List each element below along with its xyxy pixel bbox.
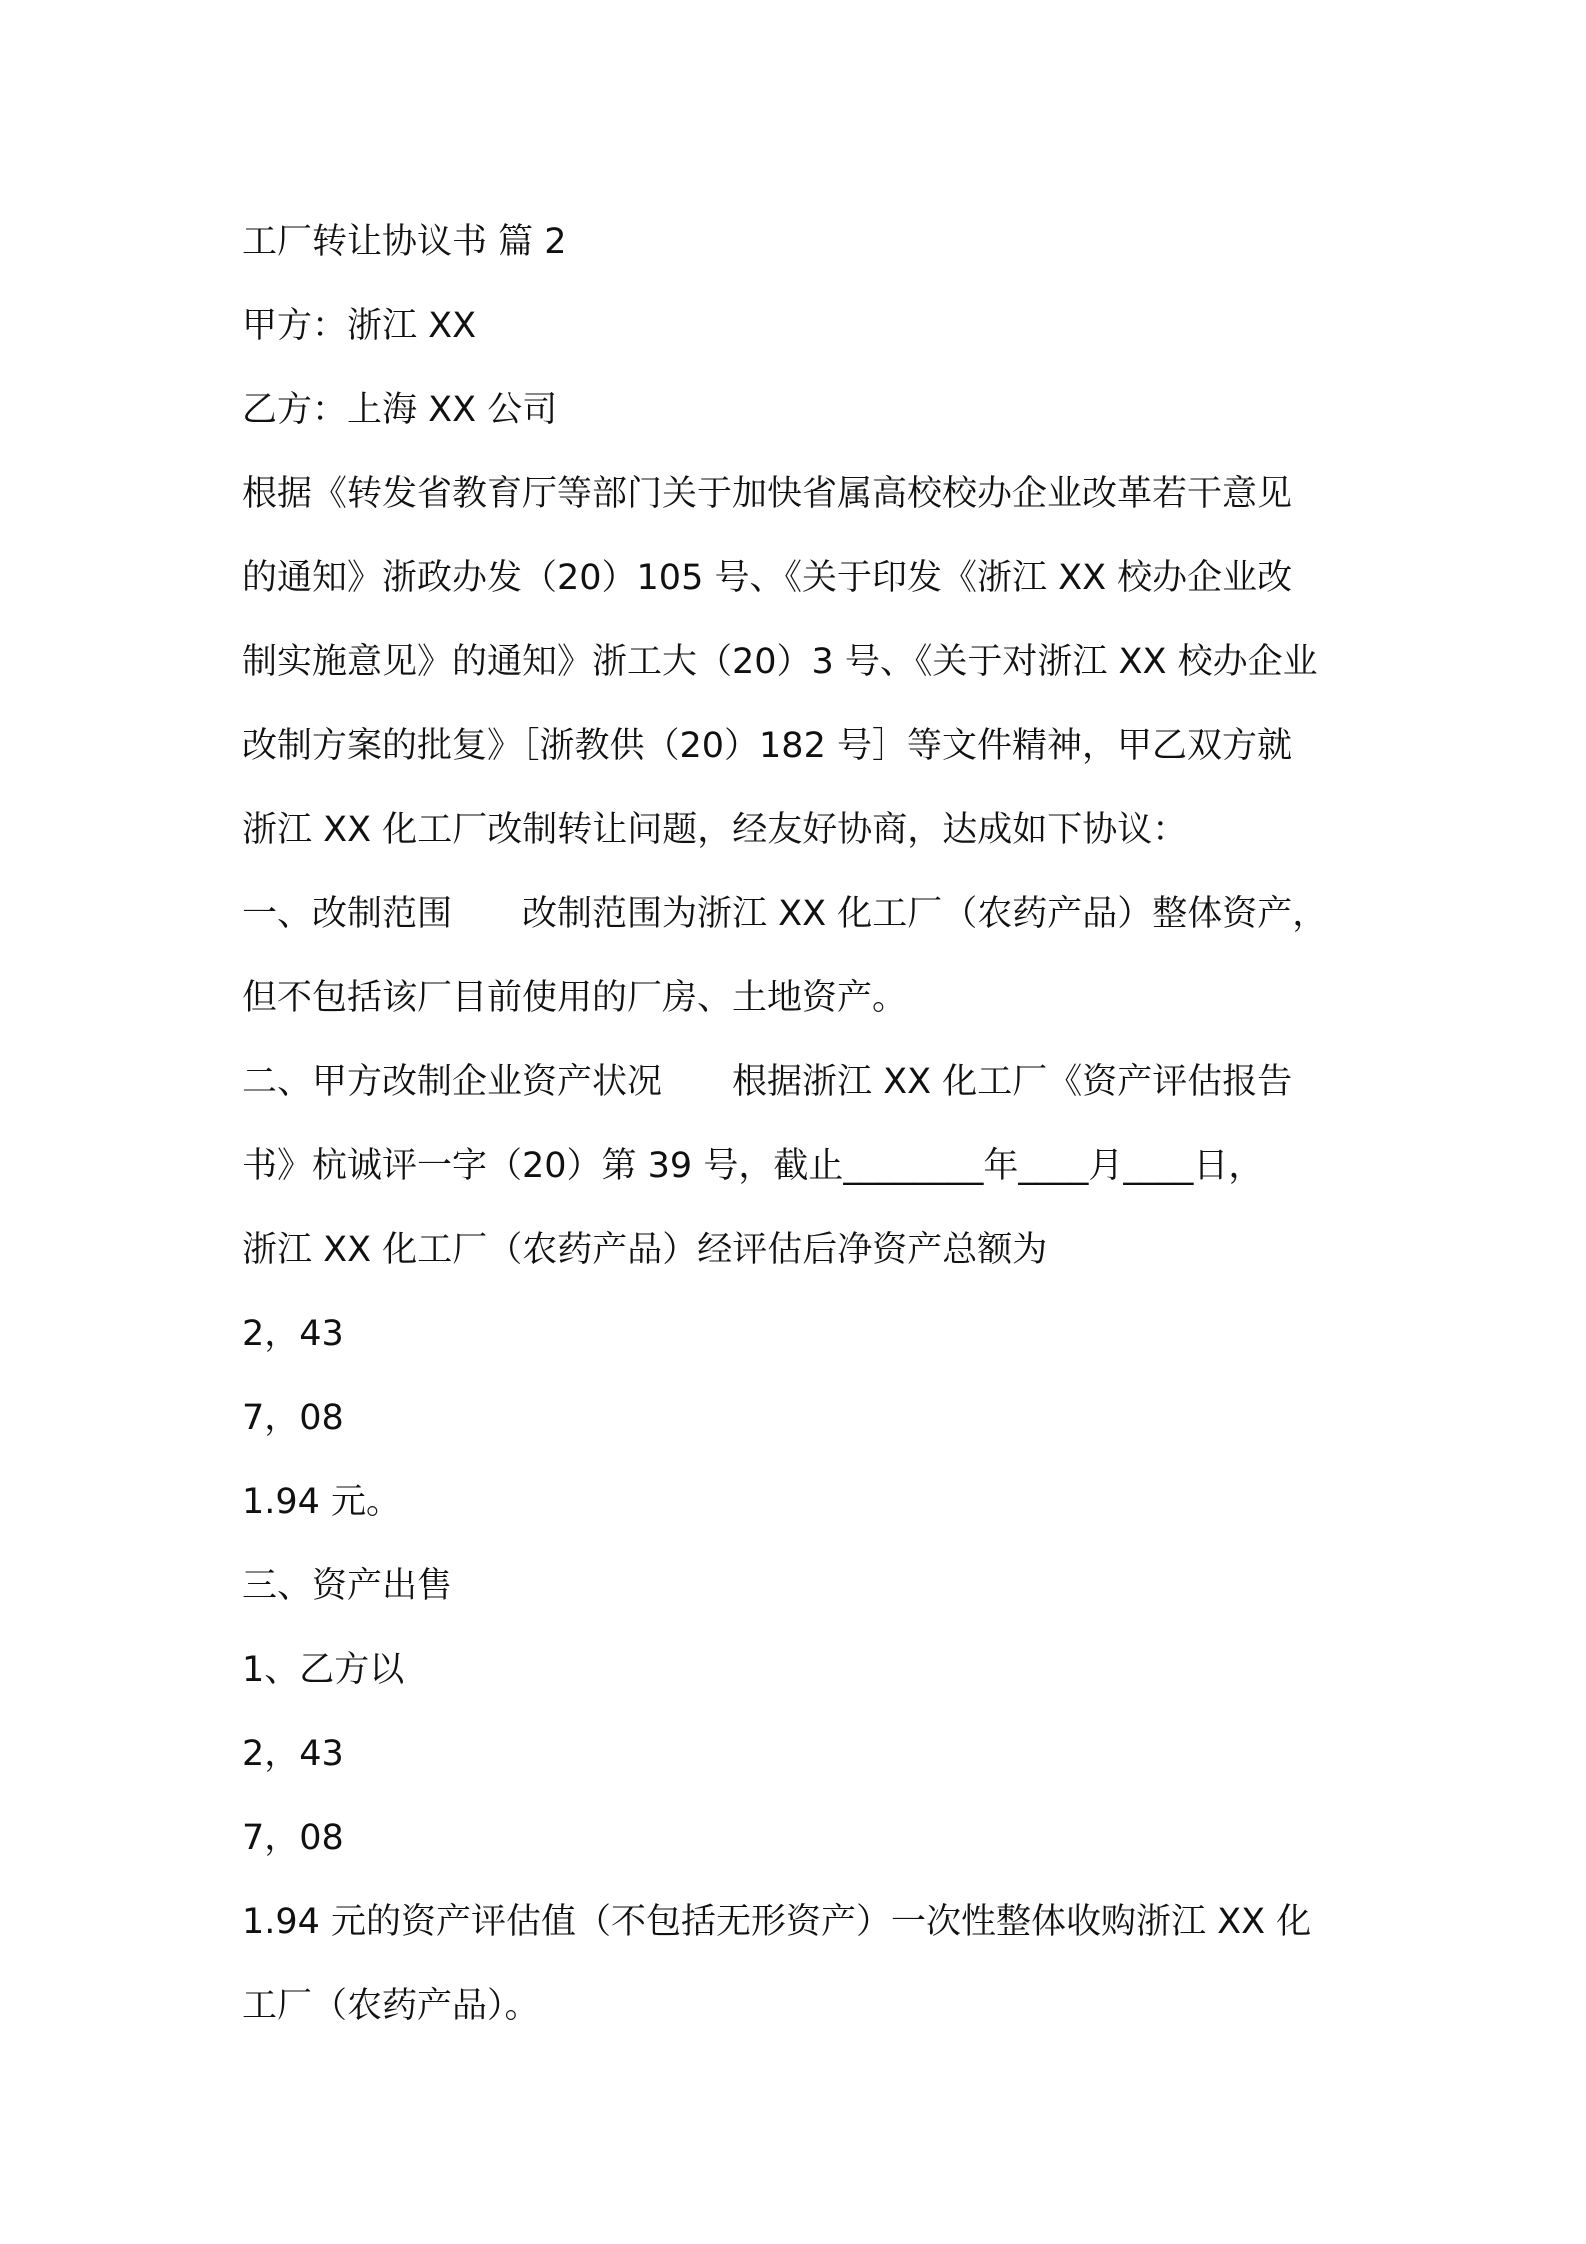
text-line: 的通知》浙政办发（20）105 号、《关于印发《浙江 XX 校办企业改: [242, 558, 1293, 598]
party-a: 甲方：浙江 XX: [242, 306, 477, 346]
text-line: 但不包括该厂目前使用的厂房、土地资产。: [242, 978, 908, 1018]
amount-line: 7，08: [242, 1398, 344, 1438]
document-title: 工厂转让协议书 篇 2: [242, 222, 567, 262]
amount-line: 1.94 元。: [242, 1482, 402, 1522]
amount-line: 7，08: [242, 1818, 344, 1858]
text-line: 书》杭诚评一字（20）第 39 号，截止________年____月____日，: [242, 1146, 1264, 1186]
text-line: 根据《转发省教育厅等部门关于加快省属高校校办企业改革若干意见: [242, 474, 1293, 514]
text-line: 改制方案的批复》［浙教供（20）182 号］等文件精神，甲乙双方就: [242, 726, 1292, 766]
party-b: 乙方：上海 XX 公司: [242, 390, 558, 430]
section-2: [242, 1040, 1357, 1544]
section-3: [242, 1544, 1357, 2048]
intro-paragraph: [242, 452, 1357, 872]
text-line: 1、乙方以: [242, 1650, 405, 1690]
section-heading-line: 三、资产出售: [242, 1566, 453, 1606]
text-line: 1.94 元的资产评估值（不包括无形资产）一次性整体收购浙江 XX 化: [242, 1902, 1312, 1942]
section-heading-line: 一、改制范围 改制范围为浙江 XX 化工厂（农药产品）整体资产，: [242, 894, 1328, 934]
document-page: [242, 200, 1357, 2048]
text-line: 工厂（农药产品）。: [242, 1986, 540, 2026]
amount-line: 2，43: [242, 1314, 344, 1354]
text-line: 制实施意见》的通知》浙工大（20）3 号、《关于对浙江 XX 校办企业: [242, 642, 1318, 682]
text-line: 浙江 XX 化工厂（农药产品）经评估后净资产总额为: [242, 1230, 1048, 1270]
section-heading-line: 二、甲方改制企业资产状况 根据浙江 XX 化工厂《资产评估报告: [242, 1062, 1293, 1102]
text-line: 浙江 XX 化工厂改制转让问题，经友好协商，达成如下协议：: [242, 810, 1188, 850]
section-1: [242, 872, 1357, 1040]
amount-line: 2，43: [242, 1734, 344, 1774]
